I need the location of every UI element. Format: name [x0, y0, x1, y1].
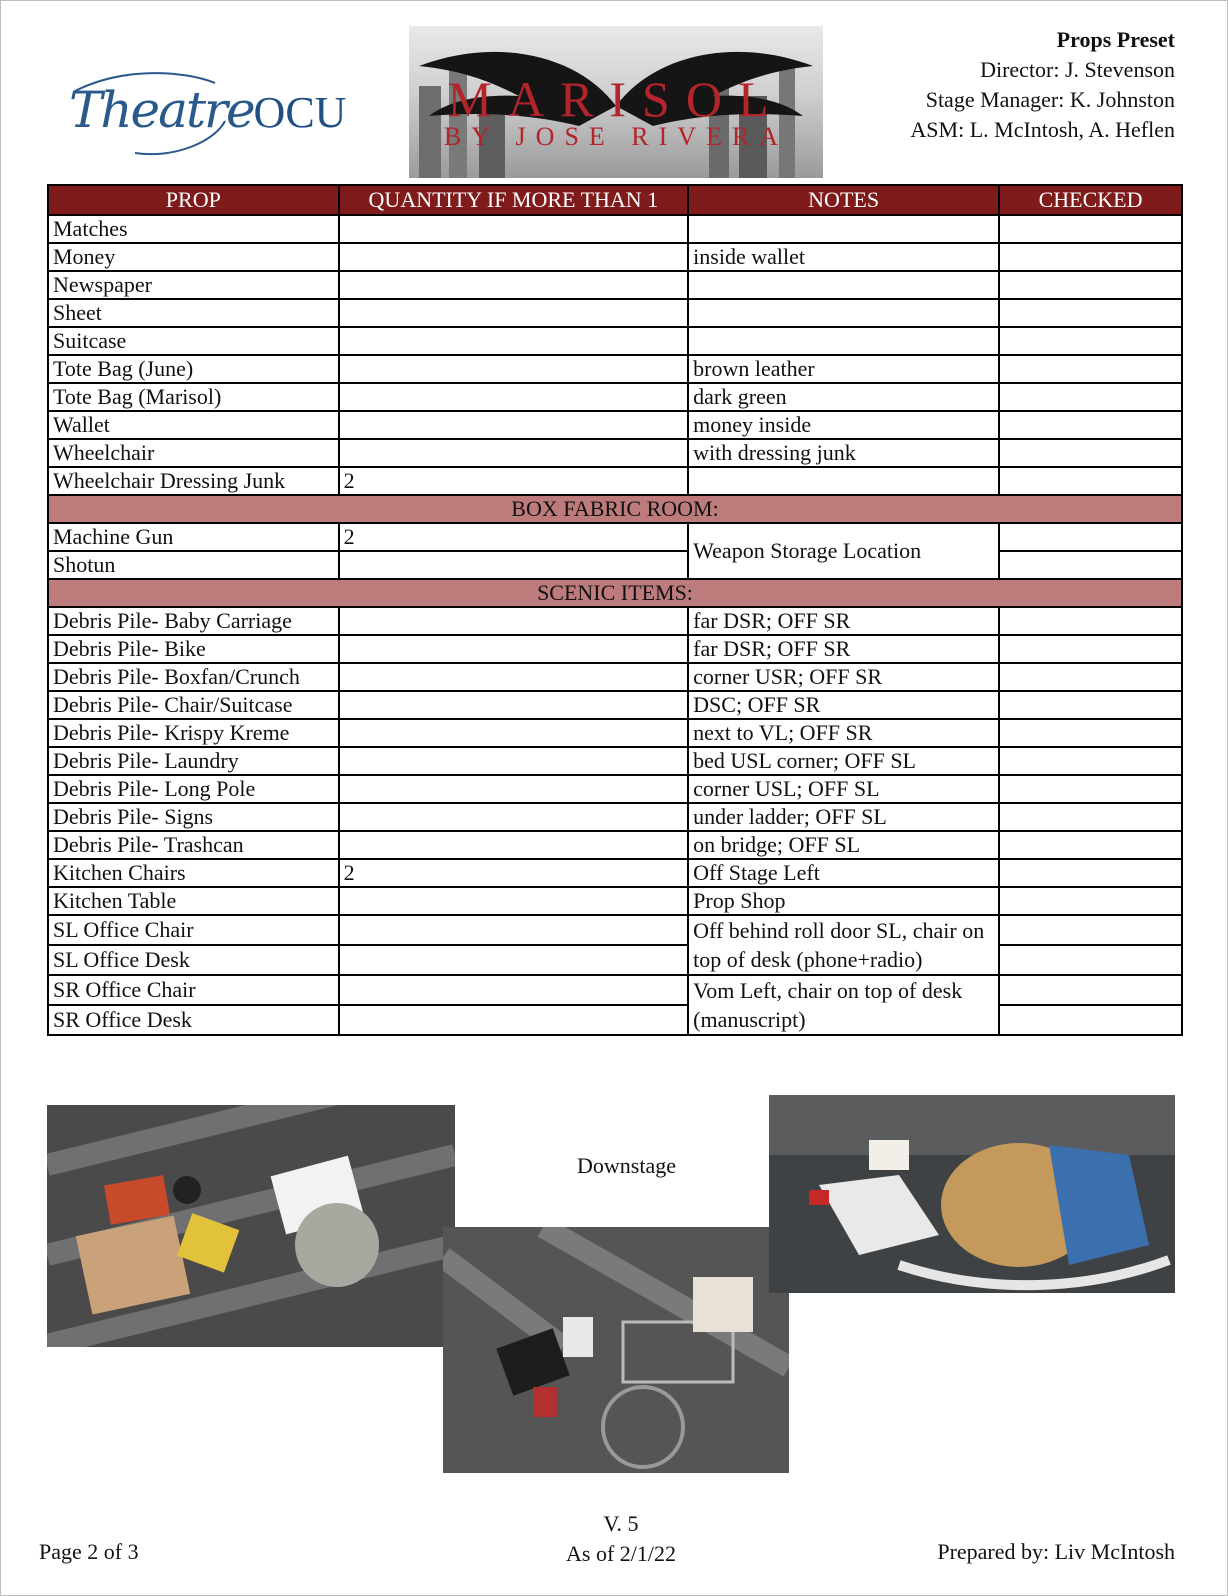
table-header-row	[48, 185, 1182, 215]
qty-cell	[339, 607, 689, 635]
prop-cell: SR Office Chair	[48, 975, 339, 1005]
notes-cell: with dressing junk	[688, 439, 999, 467]
qty-cell	[339, 299, 689, 327]
notes-cell: bed USL corner; OFF SL	[688, 747, 999, 775]
checked-cell[interactable]	[999, 411, 1182, 439]
table-row	[48, 719, 1182, 747]
table-row	[48, 975, 1182, 1005]
prop-cell: Debris Pile- Baby Carriage	[48, 607, 339, 635]
checked-cell[interactable]	[999, 299, 1182, 327]
qty-cell	[339, 439, 689, 467]
column-header: QUANTITY IF MORE THAN 1	[339, 185, 689, 215]
prop-cell: Tote Bag (June)	[48, 355, 339, 383]
qty-cell	[339, 411, 689, 439]
table-row	[48, 383, 1182, 411]
qty-cell	[339, 915, 689, 945]
prop-cell: Shotun	[48, 551, 339, 579]
notes-cell	[688, 299, 999, 327]
column-header: PROP	[48, 185, 339, 215]
table-row	[48, 831, 1182, 859]
checked-cell[interactable]	[999, 607, 1182, 635]
section-row	[48, 579, 1182, 607]
prop-cell: Debris Pile- Krispy Kreme	[48, 719, 339, 747]
table-row	[48, 803, 1182, 831]
prop-cell: Debris Pile- Signs	[48, 803, 339, 831]
prop-cell: Suitcase	[48, 327, 339, 355]
banner-subtitle: BY JOSE RIVERA	[443, 122, 789, 151]
table-row	[48, 635, 1182, 663]
qty-cell	[339, 355, 689, 383]
checked-cell[interactable]	[999, 355, 1182, 383]
checked-cell[interactable]	[999, 663, 1182, 691]
prop-cell: Newspaper	[48, 271, 339, 299]
table-row	[48, 1005, 1182, 1035]
checked-cell[interactable]	[999, 719, 1182, 747]
checked-cell[interactable]	[999, 635, 1182, 663]
qty-cell	[339, 243, 689, 271]
debris-photo-center	[443, 1227, 789, 1473]
prop-cell: Debris Pile- Long Pole	[48, 775, 339, 803]
notes-cell: corner USR; OFF SR	[688, 663, 999, 691]
checked-cell[interactable]	[999, 551, 1182, 579]
table-row	[48, 945, 1182, 975]
checked-cell[interactable]	[999, 327, 1182, 355]
notes-cell: far DSR; OFF SR	[688, 635, 999, 663]
qty-cell	[339, 327, 689, 355]
downstage-label: Downstage	[577, 1153, 676, 1178]
qty-cell	[339, 1005, 689, 1035]
prop-cell: Wheelchair	[48, 439, 339, 467]
notes-cell: under ladder; OFF SL	[688, 803, 999, 831]
qty-cell	[339, 635, 689, 663]
doc-title: Props Preset	[1056, 27, 1175, 52]
notes-cell: money inside	[688, 411, 999, 439]
table-row	[48, 523, 1182, 551]
notes-cell: Off Stage Left	[688, 859, 999, 887]
table-row	[48, 915, 1182, 945]
notes-cell: Vom Left, chair on top of desk (manuscript)	[688, 975, 999, 1035]
debris-photo-right	[769, 1095, 1175, 1293]
checked-cell[interactable]	[999, 803, 1182, 831]
notes-cell: Weapon Storage Location	[688, 523, 999, 579]
qty-cell: 2	[339, 859, 689, 887]
table-row	[48, 355, 1182, 383]
table-row	[48, 747, 1182, 775]
table-row	[48, 887, 1182, 915]
table-row	[48, 467, 1182, 495]
qty-cell: 2	[339, 467, 689, 495]
marisol-banner	[409, 26, 823, 178]
table-row	[48, 551, 1182, 579]
qty-cell	[339, 775, 689, 803]
table-row	[48, 775, 1182, 803]
theatre-ocu-logo	[65, 61, 345, 161]
table-row	[48, 691, 1182, 719]
qty-cell	[339, 383, 689, 411]
checked-cell[interactable]	[999, 215, 1182, 243]
section-row	[48, 495, 1182, 523]
column-header: NOTES	[688, 185, 999, 215]
table-row	[48, 859, 1182, 887]
notes-cell: Off behind roll door SL, chair on top of desk (phone+radio)	[688, 915, 999, 975]
qty-cell	[339, 831, 689, 859]
notes-cell: dark green	[688, 383, 999, 411]
notes-cell: on bridge; OFF SL	[688, 831, 999, 859]
table-row	[48, 411, 1182, 439]
as-of-date: As of 2/1/22	[566, 1541, 676, 1566]
qty-cell	[339, 803, 689, 831]
prop-cell: Matches	[48, 215, 339, 243]
prop-cell: Money	[48, 243, 339, 271]
section-label: SCENIC ITEMS:	[48, 579, 1182, 607]
checked-cell[interactable]	[999, 243, 1182, 271]
prop-cell: Debris Pile- Chair/Suitcase	[48, 691, 339, 719]
qty-cell	[339, 271, 689, 299]
table-row	[48, 607, 1182, 635]
prop-cell: Kitchen Table	[48, 887, 339, 915]
prop-cell: Debris Pile- Laundry	[48, 747, 339, 775]
notes-cell	[688, 215, 999, 243]
prop-cell: Tote Bag (Marisol)	[48, 383, 339, 411]
qty-cell	[339, 691, 689, 719]
stage-manager: Stage Manager: K. Johnston	[925, 87, 1175, 112]
checked-cell[interactable]	[999, 975, 1182, 1005]
prop-cell: Debris Pile- Bike	[48, 635, 339, 663]
notes-cell: brown leather	[688, 355, 999, 383]
asm: ASM: L. McIntosh, A. Heflen	[910, 117, 1175, 142]
version-block	[521, 1509, 721, 1569]
notes-cell: corner USL; OFF SL	[688, 775, 999, 803]
notes-cell	[688, 467, 999, 495]
prop-cell: Debris Pile- Boxfan/Crunch	[48, 663, 339, 691]
prop-cell: Wallet	[48, 411, 339, 439]
checked-cell[interactable]	[999, 383, 1182, 411]
prop-cell: Machine Gun	[48, 523, 339, 551]
qty-cell	[339, 945, 689, 975]
page-number: Page 2 of 3	[39, 1539, 139, 1564]
header-info	[910, 25, 1175, 145]
table-row	[48, 243, 1182, 271]
table-row	[48, 327, 1182, 355]
table-row	[48, 439, 1182, 467]
checked-cell[interactable]	[999, 467, 1182, 495]
notes-cell: Prop Shop	[688, 887, 999, 915]
logo-ocu-text: OCU	[253, 88, 347, 137]
notes-cell: DSC; OFF SR	[688, 691, 999, 719]
props-table	[47, 184, 1183, 1036]
checked-cell[interactable]	[999, 691, 1182, 719]
checked-cell[interactable]	[999, 747, 1182, 775]
banner-title: MARISOL	[447, 71, 785, 127]
qty-cell	[339, 747, 689, 775]
prop-cell: Sheet	[48, 299, 339, 327]
qty-cell	[339, 551, 689, 579]
qty-cell: 2	[339, 523, 689, 551]
notes-cell: inside wallet	[688, 243, 999, 271]
checked-cell[interactable]	[999, 831, 1182, 859]
notes-cell: next to VL; OFF SR	[688, 719, 999, 747]
prop-cell: SR Office Desk	[48, 1005, 339, 1035]
director: Director: J. Stevenson	[980, 57, 1175, 82]
version: V. 5	[603, 1511, 639, 1536]
qty-cell	[339, 719, 689, 747]
checked-cell[interactable]	[999, 523, 1182, 551]
table-row	[48, 299, 1182, 327]
logo-script-text: Theatre	[69, 81, 254, 139]
column-header: CHECKED	[999, 185, 1182, 215]
notes-cell	[688, 271, 999, 299]
prepared-by: Prepared by: Liv McIntosh	[937, 1539, 1175, 1564]
checked-cell[interactable]	[999, 915, 1182, 945]
qty-cell	[339, 887, 689, 915]
debris-photo-left	[47, 1105, 455, 1347]
checked-cell[interactable]	[999, 439, 1182, 467]
prop-cell: SL Office Desk	[48, 945, 339, 975]
checked-cell[interactable]	[999, 1005, 1182, 1035]
qty-cell	[339, 663, 689, 691]
checked-cell[interactable]	[999, 775, 1182, 803]
table-row	[48, 215, 1182, 243]
checked-cell[interactable]	[999, 945, 1182, 975]
notes-cell	[688, 327, 999, 355]
table-row	[48, 663, 1182, 691]
qty-cell	[339, 215, 689, 243]
section-label: BOX FABRIC ROOM:	[48, 495, 1182, 523]
checked-cell[interactable]	[999, 887, 1182, 915]
notes-cell: far DSR; OFF SR	[688, 607, 999, 635]
qty-cell	[339, 975, 689, 1005]
prop-cell: SL Office Chair	[48, 915, 339, 945]
prop-cell: Kitchen Chairs	[48, 859, 339, 887]
checked-cell[interactable]	[999, 859, 1182, 887]
checked-cell[interactable]	[999, 271, 1182, 299]
table-row	[48, 271, 1182, 299]
prop-cell: Debris Pile- Trashcan	[48, 831, 339, 859]
prop-cell: Wheelchair Dressing Junk	[48, 467, 339, 495]
